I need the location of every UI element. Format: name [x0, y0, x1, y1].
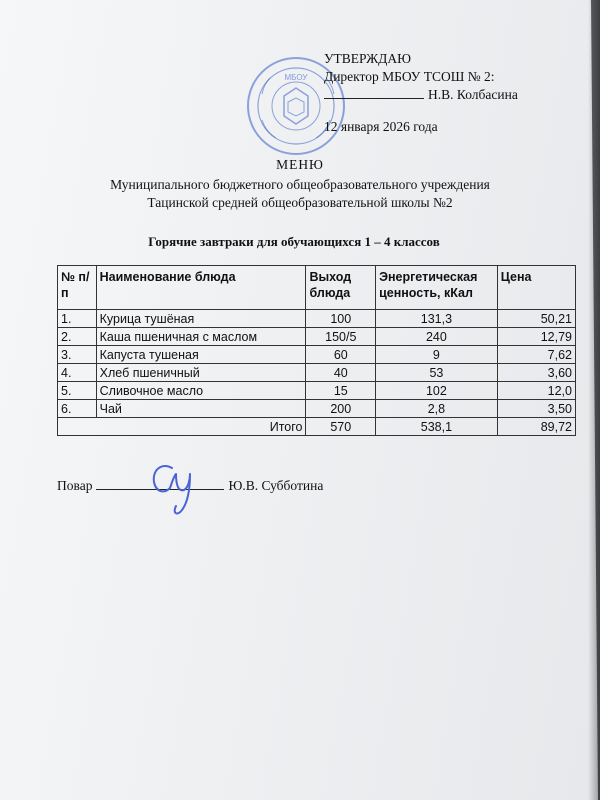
director-name: Н.В. Колбасина [428, 87, 518, 102]
row-price: 3,50 [497, 400, 575, 418]
table-row [58, 382, 576, 400]
row-energy: 240 [376, 328, 498, 346]
total-energy: 538,1 [376, 418, 498, 436]
row-price: 12,0 [497, 382, 575, 400]
row-name: Капуста тушеная [96, 346, 306, 364]
approval-position: Директор МБОУ ТСОШ № 2: [324, 69, 495, 84]
row-price: 12,79 [497, 328, 575, 346]
row-output: 60 [306, 346, 376, 364]
menu-table [57, 265, 576, 436]
row-energy: 53 [376, 364, 498, 382]
total-label: Итого [58, 418, 306, 436]
header-output: Выход блюда [306, 266, 376, 310]
table-row [58, 310, 576, 328]
row-energy: 2,8 [376, 400, 498, 418]
header-num: № п/п [58, 266, 97, 310]
table-row [58, 400, 576, 418]
row-price: 3,60 [497, 364, 575, 382]
row-price: 50,21 [497, 310, 575, 328]
row-energy: 131,3 [376, 310, 498, 328]
row-name: Чай [96, 400, 306, 418]
table-row [58, 364, 576, 382]
row-name: Сливочное масло [96, 382, 306, 400]
row-energy: 9 [376, 346, 498, 364]
row-output: 150/5 [306, 328, 376, 346]
row-output: 200 [306, 400, 376, 418]
row-name: Курица тушёная [96, 310, 306, 328]
row-num: 3. [58, 346, 97, 364]
cook-label: Повар [57, 478, 93, 493]
header-energy: Энергетическая ценность, кКал [376, 266, 498, 310]
row-name: Хлеб пшеничный [96, 364, 306, 382]
row-name: Каша пшеничная с маслом [96, 328, 306, 346]
approval-date: 12 января 2026 года [324, 119, 438, 134]
header-name: Наименование блюда [96, 266, 306, 310]
row-num: 2. [58, 328, 97, 346]
row-num: 6. [58, 400, 97, 418]
row-price: 7,62 [497, 346, 575, 364]
table-row [58, 328, 576, 346]
header-price: Цена [497, 266, 575, 310]
row-num: 1. [58, 310, 97, 328]
organization-line-1: Муниципального бюджетного общеобразовательного учреждения [110, 177, 490, 192]
menu-subtitle: Горячие завтраки для обучающихся 1 – 4 классов [148, 234, 440, 249]
table-header-row [58, 266, 576, 310]
approval-signature-row [324, 86, 518, 104]
page-edge-shadow [588, 0, 600, 800]
director-signature-line [324, 98, 424, 99]
row-output: 100 [306, 310, 376, 328]
row-output: 40 [306, 364, 376, 382]
row-num: 4. [58, 364, 97, 382]
row-output: 15 [306, 382, 376, 400]
organization-line-2: Тацинской средней общеобразовательной школы №2 [147, 195, 453, 210]
cook-handwritten-signature [142, 458, 198, 520]
document-title: МЕНЮ [276, 157, 324, 172]
cook-name: Ю.В. Субботина [228, 478, 324, 493]
row-energy: 102 [376, 382, 498, 400]
approval-block [324, 50, 518, 134]
row-num: 5. [58, 382, 97, 400]
total-output: 570 [306, 418, 376, 436]
total-price: 89,72 [497, 418, 575, 436]
table-row [58, 346, 576, 364]
approval-heading: УТВЕРЖДАЮ [324, 51, 412, 66]
svg-text:МБОУ: МБОУ [284, 73, 308, 82]
table-total-row [58, 418, 576, 436]
